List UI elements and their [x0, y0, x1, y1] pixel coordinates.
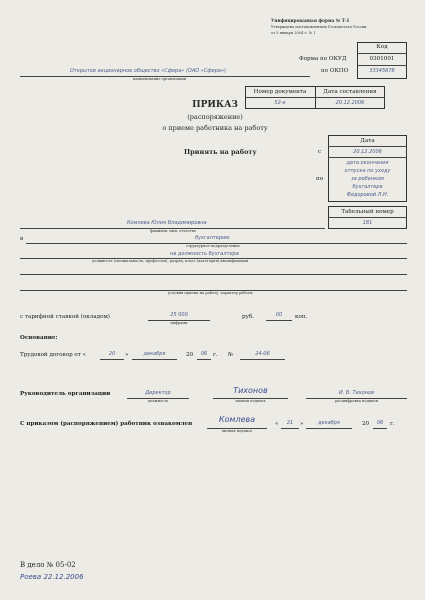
contract-year: 06 [200, 351, 208, 357]
head-signature: Тихонов [233, 386, 268, 395]
salary-rub-label: руб. [242, 314, 255, 320]
order-subtitle: (распоряжение) [187, 113, 243, 121]
head-position-caption: должность [147, 399, 169, 403]
acq-quote-open: « [275, 421, 279, 427]
approved-line-2: от 5 января 2004 г. № 1 [271, 31, 316, 35]
contract-num-label: № [228, 352, 234, 358]
doc-number: 52-к [274, 100, 286, 106]
form-title: Унифицированная форма № Т-1 [271, 18, 350, 23]
kod-header: Код [376, 44, 388, 50]
contract-year-prefix: 20 [186, 352, 194, 358]
basis-label: Основание: [20, 335, 58, 341]
contract-day: 20 [108, 351, 116, 357]
position-name: на должность бухгалтера [170, 251, 239, 257]
salary-kop-value: 00 [275, 312, 283, 318]
hire-label: Принять на работу [184, 148, 257, 156]
acq-year-prefix: 20 [362, 421, 370, 427]
hire-from-date: 20.12.2006 [353, 149, 382, 155]
head-name-caption: расшифровка подписи [335, 399, 378, 403]
position-caption: должность (специальность, профессия), разряд, класс (категория) квалификации [92, 259, 249, 263]
okpo-label: по ОКПО [321, 68, 349, 74]
order-title: ПРИКАЗ [192, 100, 238, 110]
doc-date: 20.12.2006 [335, 100, 365, 106]
acq-year-suffix: г. [390, 421, 395, 427]
department-name: бухгалтерию [195, 235, 230, 241]
employee-signature: Комлева [218, 415, 256, 424]
acq-quote-close: » [300, 421, 304, 427]
approved-line-1: Утверждена постановлением Госкомстата России [271, 25, 367, 29]
acquainted-label: С приказом (распоряжением) работник ознакомлен [20, 421, 193, 427]
file-label: В дело № 05-02 [20, 561, 76, 569]
hire-from-label: с [318, 149, 322, 155]
head-position: Директор [145, 390, 171, 396]
contract-year-suffix: г. [213, 352, 218, 358]
head-name: И. В. Тихонов [338, 390, 375, 396]
contract-quote-close: » [125, 352, 129, 358]
organization-caption: наименование организации [133, 77, 187, 81]
employee-name-caption: фамилия, имя, отчество [150, 229, 196, 233]
department-caption: структурное подразделение [186, 244, 240, 248]
acq-month: декабря [318, 420, 340, 426]
acq-year: 06 [376, 420, 384, 426]
salary-label: с тарифной ставкой (окладом) [20, 314, 110, 320]
tabnum-header: Табельный номер [341, 209, 394, 215]
contract-month: декабря [143, 351, 166, 357]
employee-signature-caption: личная подпись [221, 429, 253, 433]
hire-to-note: дата окончания отпуска по уходу за ребенком бухгалтера Федоровой Л.Н. [344, 160, 391, 198]
okud-value: 0301001 [369, 56, 395, 62]
acq-day: 21 [286, 420, 294, 426]
salary-rub-caption: цифрами [170, 321, 188, 325]
salary-kop-label: коп. [295, 314, 308, 320]
head-signature-caption: личная подпись [235, 399, 266, 403]
organization-name: Открытое акционерное общество «Сфера» (ОАО «Сфера») [70, 68, 226, 74]
employee-name: Комлева Юлия Владимировна [127, 220, 207, 226]
hire-date-header: Дата [360, 138, 375, 144]
tabnum-value: 181 [362, 220, 373, 226]
doc-number-header: Номер документа [253, 89, 307, 95]
okud-label: Форма по ОКУД [299, 56, 347, 62]
order-purpose: о приеме работника на работу [162, 124, 268, 132]
salary-rub-value: 25 000 [170, 312, 188, 318]
doc-date-header: Дата составления [323, 89, 377, 95]
head-label: Руководитель организации [20, 391, 111, 397]
contract-num: 24-06 [255, 351, 270, 357]
contract-label: Трудовой договор от « [20, 352, 87, 358]
department-in-label: в [20, 236, 24, 242]
hire-to-label: по [316, 176, 324, 182]
conditions-caption: условия приема на работу, характер работы [168, 291, 253, 295]
file-signature: Роева 22.12.2006 [20, 573, 84, 581]
okpo-value: 33345678 [369, 68, 395, 74]
